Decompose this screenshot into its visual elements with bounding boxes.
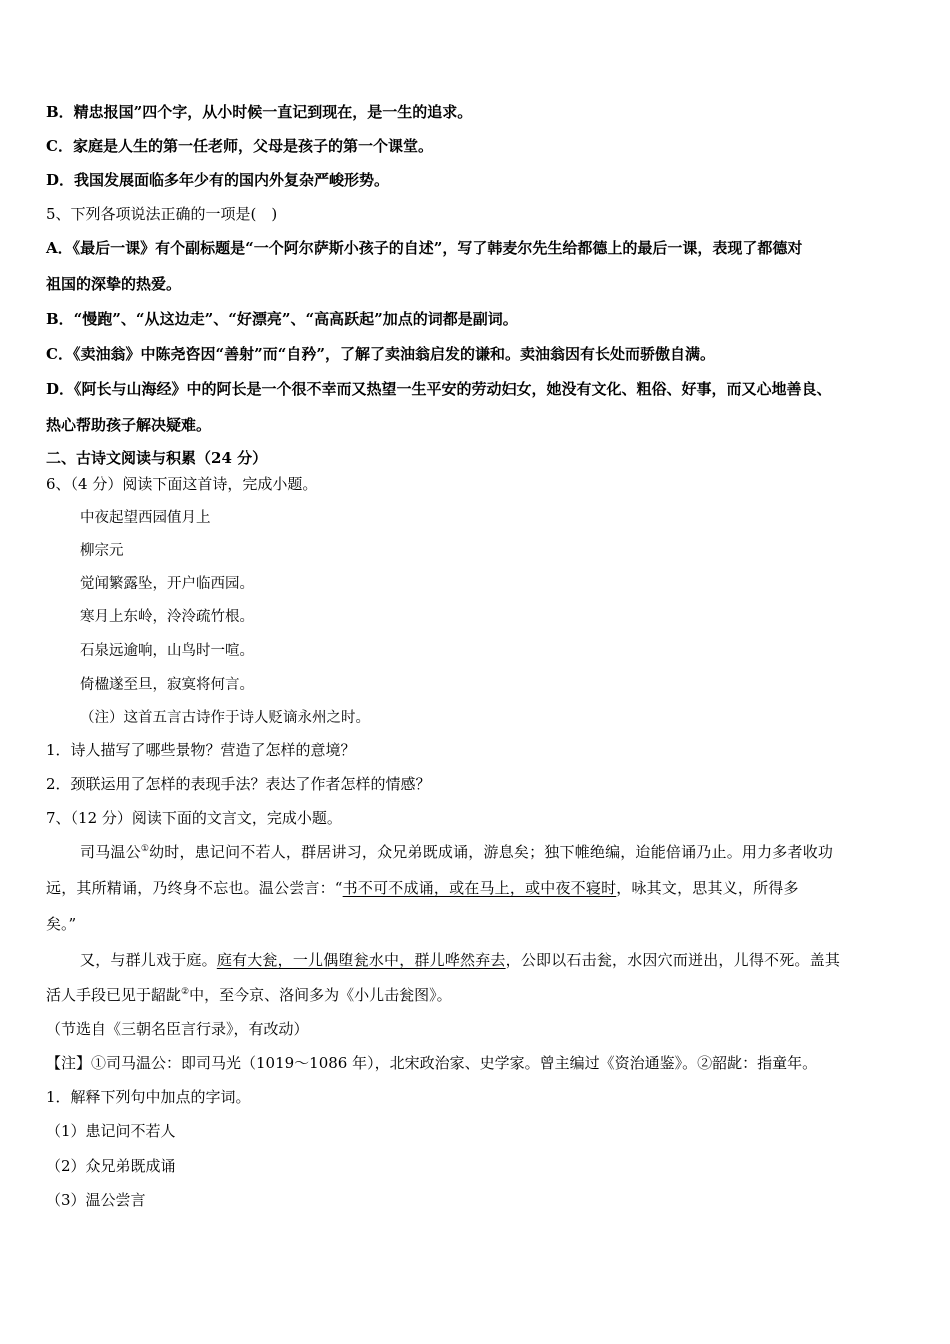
underlined-sentence: 书不可不成诵，或在马上，或中夜不寝时 [342, 879, 617, 897]
section-heading: 二、古诗文阅读与积累（24 分） [46, 449, 268, 467]
question-6-stem: 6、（4 分）阅读下面这首诗，完成小题。 [46, 475, 318, 493]
passage-text: 又，与群儿戏于庭。 [80, 951, 217, 969]
option-5d-line1: D．《阿长与山海经》中的阿长是一个很不幸而又热望一生平安的劳动妇女，她没有文化、粗俗、好事，而又心地善良、 [46, 380, 832, 398]
passage-source: （节选自《三朝名臣言行录》，有改动） [46, 1020, 309, 1038]
passage-p2-line2 [46, 985, 452, 1005]
question-6-sub2: 2．颈联运用了怎样的表现手法？表达了作者怎样的情感？ [46, 775, 431, 793]
question-5-stem: 5、下列各项说法正确的一项是( ) [46, 205, 278, 223]
option-4c: C．家庭是人生的第一任老师，父母是孩子的第一个课堂。 [46, 137, 433, 155]
option-5a-line1: A．《最后一课》有个副标题是“一个阿尔萨斯小孩子的自述”，写了韩麦尔先生给都德上的最后一课，表现了都德对 [46, 239, 803, 257]
poem-line: 寒月上东岭，泠泠疏竹根。 [80, 609, 254, 625]
passage-text: 幼时，患记问不若人，群居讲习，众兄弟既成诵，游息矣；独下帷绝编，迨能倍诵乃止。用力多者收功 [149, 843, 834, 861]
passage-text: 中，至今京、洛间多为《小儿击瓮图》。 [189, 986, 452, 1004]
question-7-item: （3）温公尝言 [46, 1191, 146, 1209]
passage-text: 司马温公 [80, 843, 141, 861]
option-4b: B．精忠报国”四个字，从小时候一直记到现在，是一生的追求。 [46, 103, 473, 121]
option-5d-line2: 热心帮助孩子解决疑难。 [46, 416, 212, 434]
poem-line: 石泉远逾响，山鸟时一喧。 [80, 643, 254, 659]
option-5b: B．“慢跑”、“从这边走”、“好漂亮”、“高高跃起”加点的词都是副词。 [46, 310, 518, 328]
footnote-marker: ② [181, 987, 190, 997]
poem-note: （注）这首五言古诗作于诗人贬谪永州之时。 [80, 710, 370, 726]
question-7-item: （1）患记问不若人 [46, 1122, 176, 1140]
passage-text: ，咏其文，思其义，所得多 [616, 879, 799, 897]
underlined-sentence: 庭有大瓮，一儿偶堕瓮水中，群儿哗然弃去 [216, 951, 506, 969]
passage-p1-line3: 矣。” [46, 915, 77, 933]
option-5c: C．《卖油翁》中陈尧咨因“善射”而“自矜”，了解了卖油翁启发的谦和。卖油翁因有长处而骄傲自满。 [46, 345, 715, 363]
poem-line: 倚楹遂至旦，寂寞将何言。 [80, 677, 254, 693]
footnote-marker: ① [140, 844, 150, 854]
poem-title: 中夜起望西园值月上 [80, 510, 211, 526]
passage-p1-line1 [80, 842, 833, 862]
question-7-stem: 7、（12 分）阅读下面的文言文，完成小题。 [46, 809, 342, 827]
passage-text: ，公即以石击瓮，水因穴而迸出，儿得不死。盖其 [505, 951, 841, 969]
passage-text: 远，其所精诵，乃终身不忘也。温公尝言：“ [46, 879, 343, 897]
question-7-item: （2）众兄弟既成诵 [46, 1157, 176, 1175]
poem-author: 柳宗元 [80, 543, 124, 559]
passage-p1-line2 [46, 878, 799, 898]
question-7-sub1: 1．解释下列句中加点的字词。 [46, 1088, 251, 1106]
option-5a-line2: 祖国的深挚的热爱。 [46, 275, 182, 293]
question-6-sub1: 1．诗人描写了哪些景物？营造了怎样的意境？ [46, 741, 356, 759]
option-4d: D．我国发展面临多年少有的国内外复杂严峻形势。 [46, 171, 390, 189]
poem-line: 觉闻繁露坠，开户临西园。 [80, 576, 254, 592]
passage-text: 活人手段已见于龆龀 [46, 986, 182, 1004]
passage-note: 【注】①司马温公：即司马光（1019～1086 年），北宋政治家、史学家。曾主编过《资治通鉴》。②韶龀：指童年。 [46, 1054, 818, 1072]
passage-p2-line1 [80, 950, 840, 970]
